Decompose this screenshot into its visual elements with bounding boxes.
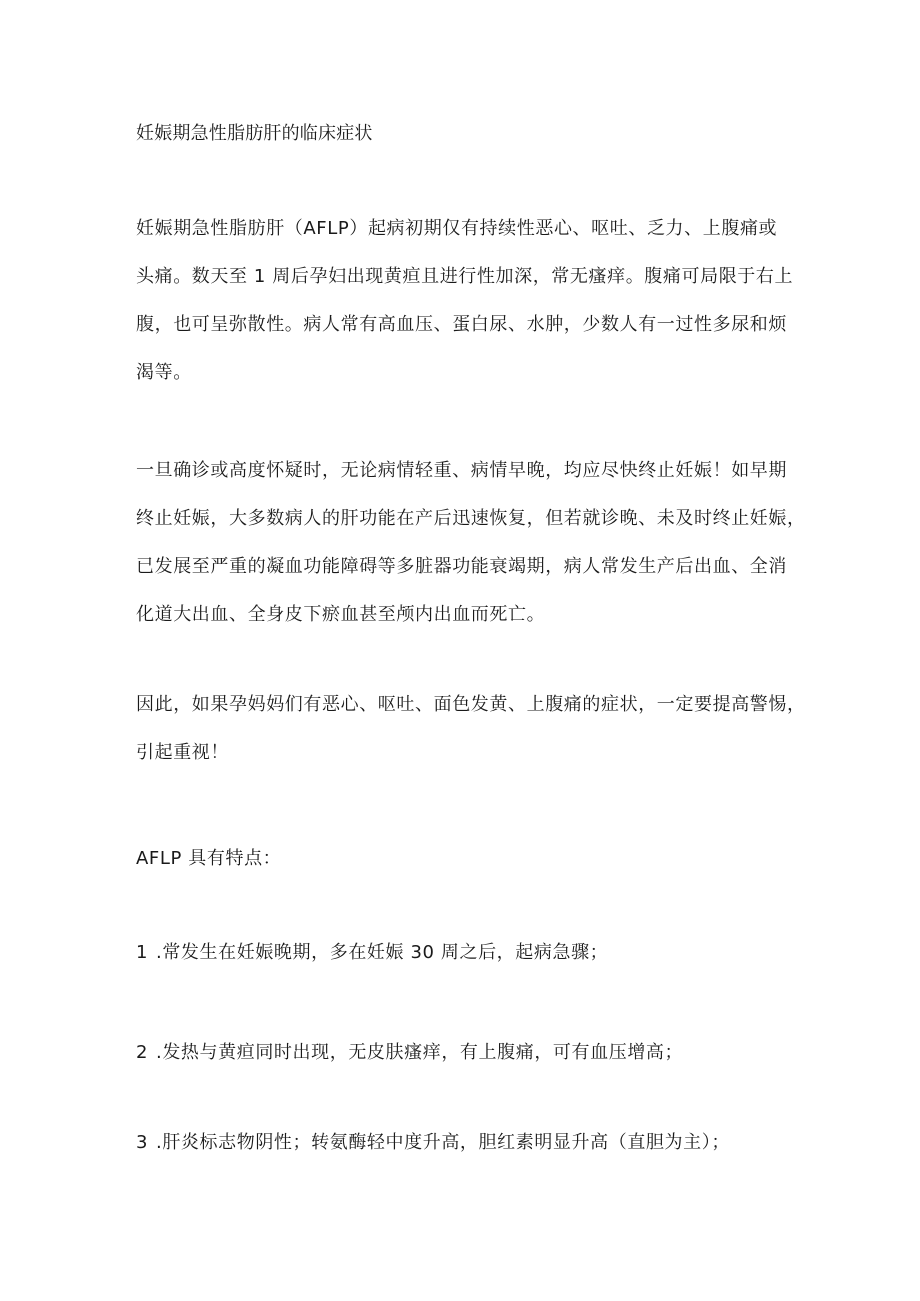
features-heading: AFLP 具有特点： xyxy=(136,848,282,869)
paragraph-line: 已发展至严重的凝血功能障碍等多脏器功能衰竭期，病人常发生产后出血、全消 xyxy=(136,556,787,577)
paragraph-line: 化道大出血、全身皮下瘀血甚至颅内出血而死亡。 xyxy=(136,604,546,625)
feature-number: 1 xyxy=(136,942,149,963)
paragraph-line: 渴等。 xyxy=(136,362,192,383)
feature-item xyxy=(136,1040,683,1066)
document-title: 妊娠期急性脂肪肝的临床症状 xyxy=(136,123,373,144)
feature-item xyxy=(136,1130,730,1156)
paragraph-warning xyxy=(136,681,806,777)
feature-item xyxy=(136,940,608,966)
paragraph-line: 终止妊娠，大多数病人的肝功能在产后迅速恢复，但若就诊晚、未及时终止妊娠， xyxy=(136,508,806,529)
paragraph-treatment xyxy=(136,447,806,639)
feature-number: 2 xyxy=(136,1042,149,1063)
paragraph-line: 妊娠期急性脂肪肝（AFLP）起病初期仅有持续性恶心、呕吐、乏力、上腹痛或 xyxy=(136,218,778,239)
feature-number: 3 xyxy=(136,1132,149,1153)
feature-text: .发热与黄疸同时出现，无皮肤瘙痒，有上腹痛，可有血压增高； xyxy=(156,1042,684,1063)
paragraph-symptoms xyxy=(136,205,796,397)
paragraph-line: 因此，如果孕妈妈们有恶心、呕吐、面色发黄、上腹痛的症状，一定要提高警惕， xyxy=(136,694,806,715)
paragraph-line: 腹，也可呈弥散性。病人常有高血压、蛋白尿、水肿，少数人有一过性多尿和烦 xyxy=(136,314,787,335)
paragraph-line: 一旦确诊或高度怀疑时，无论病情轻重、病情早晚，均应尽快终止妊娠！如早期 xyxy=(136,460,787,481)
feature-text: .常发生在妊娠晚期，多在妊娠 30 周之后，起病急骤； xyxy=(156,942,609,963)
paragraph-line: 头痛。数天至 1 周后孕妇出现黄疸且进行性加深，常无瘙痒。腹痛可局限于右上 xyxy=(136,266,794,287)
paragraph-line: 引起重视！ xyxy=(136,742,229,763)
feature-text: .肝炎标志物阴性；转氨酶轻中度升高，胆红素明显升高（直胆为主）； xyxy=(156,1132,730,1153)
